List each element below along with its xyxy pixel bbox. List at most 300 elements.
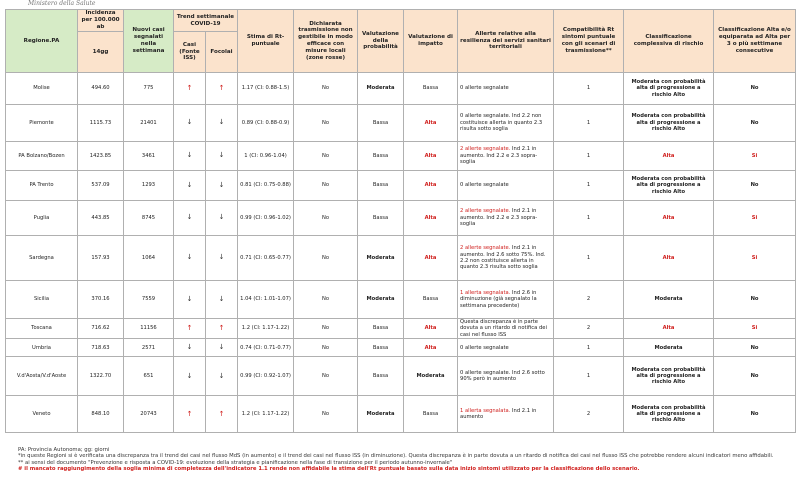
nuovi-casi-value: 3461 <box>141 152 156 159</box>
classificazione-value: Alta <box>662 214 675 221</box>
incidenza-cell <box>78 396 124 433</box>
dichiarata-cell <box>294 319 358 339</box>
dichiarata-cell <box>294 236 358 281</box>
allerte-text: Ind 2.1 in aumento <box>460 407 537 421</box>
footnote: # il mancato raggiungimento della soglia minima di completezza dell'indicatore 1.1 rende non affidabile la stima dell'Rt puntuale basato sulla data inizio sintomi utilizzato per la classificazione dello scenario. <box>18 466 640 473</box>
dichiarata-value: No <box>321 411 330 418</box>
probabilita-value: Bassa <box>372 214 389 221</box>
incidenza-value: 716.62 <box>91 325 110 332</box>
probabilita-cell <box>358 171 404 201</box>
trend-casi-cell <box>174 105 206 142</box>
rt-cell <box>238 281 294 319</box>
header-incidenza-sub: 14gg <box>78 32 124 73</box>
classificazione-cell <box>624 281 714 319</box>
allerte-text: 2 allerte segnalate. <box>460 146 511 153</box>
compatibilita-cell <box>554 236 624 281</box>
region-value: Molise <box>33 85 50 92</box>
nuovi-casi-value: 1293 <box>141 182 156 189</box>
dichiarata-cell <box>294 142 358 171</box>
table-row <box>6 281 796 319</box>
header-alta-3: Classificazione Alta e/o equiparata ad Alta per 3 o più settimane consecutive <box>714 10 796 73</box>
table-row <box>6 201 796 236</box>
nuovi-casi-value: 11156 <box>140 325 157 332</box>
classificazione-value: Moderata con probabilità alta di progressione a rischio Alto <box>631 366 706 386</box>
region-cell <box>6 201 78 236</box>
classificazione-cell <box>624 142 714 171</box>
classificazione-cell <box>624 319 714 339</box>
rt-cell <box>238 201 294 236</box>
impatto-cell <box>404 236 458 281</box>
dichiarata-cell <box>294 73 358 105</box>
classificazione-value: Alta <box>662 152 675 159</box>
allerte-text: 0 allerte segnalate <box>460 344 509 351</box>
arrow-down-icon: ↓ <box>218 294 225 303</box>
table-row <box>6 73 796 105</box>
incidenza-cell <box>78 339 124 357</box>
incidenza-cell <box>78 281 124 319</box>
nuovi-casi-value: 21401 <box>140 119 157 126</box>
arrow-up-icon: ↑ <box>186 323 193 332</box>
arrow-down-icon: ↓ <box>218 151 225 160</box>
allerte-text: 0 allerte segnalate <box>460 85 509 92</box>
incidenza-cell <box>78 73 124 105</box>
trend-casi-cell <box>174 396 206 433</box>
classificazione-value: Alta <box>662 254 675 261</box>
impatto-cell <box>404 396 458 433</box>
probabilita-value: Bassa <box>372 119 389 126</box>
compatibilita-value: 1 <box>586 85 591 92</box>
trend-focolai-cell <box>206 73 238 105</box>
dichiarata-value: No <box>321 254 330 261</box>
classificazione-cell <box>624 105 714 142</box>
compatibilita-cell <box>554 142 624 171</box>
compatibilita-value: 2 <box>586 325 591 332</box>
rt-cell <box>238 171 294 201</box>
trend-casi-cell <box>174 73 206 105</box>
region-cell <box>6 105 78 142</box>
compatibilita-cell <box>554 105 624 142</box>
incidenza-cell <box>78 201 124 236</box>
trend-casi-cell <box>174 339 206 357</box>
table-row <box>6 339 796 357</box>
incidenza-value: 1423.85 <box>89 152 112 159</box>
nuovi-casi-cell <box>124 142 174 171</box>
trend-focolai-cell <box>206 281 238 319</box>
footnote: ** ai sensi del documento "Prevenzione e risposta a COVID-19: evoluzione della strategia e pianificazione nella fase di transizione per il periodo autunno-invernale" <box>18 459 453 466</box>
region-value: Umbria <box>32 344 51 351</box>
allerte-cell <box>458 105 554 142</box>
nuovi-casi-cell <box>124 105 174 142</box>
incidenza-cell <box>78 105 124 142</box>
allerte-text: 0 allerte segnalate <box>460 182 509 189</box>
alta-3-cell <box>714 319 796 339</box>
alta-3-cell <box>714 201 796 236</box>
probabilita-value: Bassa <box>372 152 389 159</box>
arrow-up-icon: ↑ <box>186 409 193 418</box>
dichiarata-cell <box>294 396 358 433</box>
incidenza-cell <box>78 357 124 396</box>
nuovi-casi-value: 20743 <box>140 411 157 418</box>
impatto-cell <box>404 73 458 105</box>
rt-value: 0.89 (CI: 0.88-0.9) <box>241 119 290 126</box>
classificazione-cell <box>624 73 714 105</box>
classificazione-cell <box>624 236 714 281</box>
compatibilita-value: 1 <box>586 373 591 380</box>
probabilita-cell <box>358 142 404 171</box>
arrow-down-icon: ↓ <box>186 253 193 262</box>
arrow-up-icon: ↑ <box>218 323 225 332</box>
arrow-up-icon: ↑ <box>186 83 193 92</box>
dichiarata-value: No <box>321 344 330 351</box>
nuovi-casi-value: 651 <box>143 373 154 380</box>
region-value: Puglia <box>33 214 50 221</box>
arrow-down-icon: ↓ <box>218 213 225 222</box>
header-allerte: Allerte relative alla resilienza dei servizi sanitari territoriali <box>458 10 554 73</box>
trend-casi-cell <box>174 201 206 236</box>
impatto-value: Alta <box>424 254 437 261</box>
table-body <box>6 73 796 433</box>
classificazione-value: Moderata <box>654 296 683 303</box>
rt-value: 0.81 (CI: 0.75-0.88) <box>240 182 291 189</box>
incidenza-value: 443.85 <box>91 214 110 221</box>
compatibilita-value: 1 <box>586 214 591 221</box>
arrow-down-icon: ↓ <box>218 180 225 189</box>
classificazione-cell <box>624 357 714 396</box>
trend-focolai-cell <box>206 105 238 142</box>
nuovi-casi-cell <box>124 396 174 433</box>
probabilita-cell <box>358 319 404 339</box>
rt-cell <box>238 339 294 357</box>
rt-cell <box>238 73 294 105</box>
allerte-text: 0 allerte segnalate. Ind 2.6 sotto 90% però in aumento <box>460 369 545 383</box>
alta-3-value: No <box>750 296 759 303</box>
rt-cell <box>238 396 294 433</box>
allerte-cell <box>458 281 554 319</box>
impatto-cell <box>404 319 458 339</box>
allerte-cell <box>458 73 554 105</box>
probabilita-value: Bassa <box>372 325 389 332</box>
rt-cell <box>238 319 294 339</box>
trend-focolai-cell <box>206 201 238 236</box>
region-cell <box>6 73 78 105</box>
dichiarata-value: No <box>321 296 330 303</box>
rt-value: 1.2 (CI: 1.17-1.22) <box>241 411 290 418</box>
impatto-value: Alta <box>424 344 437 351</box>
region-cell <box>6 281 78 319</box>
alta-3-cell <box>714 105 796 142</box>
header-impatto: Valutazione di impatto <box>404 10 458 73</box>
rt-value: 0.71 (CI: 0.65-0.77) <box>240 254 291 261</box>
header-focolai: Focolai <box>206 32 238 73</box>
nuovi-casi-value: 2571 <box>141 344 156 351</box>
alta-3-cell <box>714 171 796 201</box>
arrow-down-icon: ↓ <box>218 343 225 352</box>
allerte-text: Ind 2.1 in aumento. Ind 2.2 e 2.3 sopra-soglia <box>460 146 538 166</box>
allerte-cell <box>458 319 554 339</box>
footnote: *in queste Regioni si è verificata una discrepanza tra il trend dei casi nel flusso MdS (in aumento) e il trend dei casi nel flusso ISS (in diminuzione). Questa discrepanza è in parte dovuta a un ritardo di notifica dei casi nel flusso ISS che potrebbe rendere alcuni indicatori meno affidabili. <box>18 453 774 460</box>
compatibilita-value: 2 <box>586 296 591 303</box>
alta-3-cell <box>714 236 796 281</box>
allerte-text: Questa discrepanza è in parte dovuta a un ritardo di notifica dei casi nel flusso ISS <box>460 319 547 338</box>
incidenza-cell <box>78 142 124 171</box>
region-value: Sardegna <box>29 254 54 261</box>
allerte-cell <box>458 236 554 281</box>
impatto-value: Alta <box>424 325 437 332</box>
nuovi-casi-value: 7559 <box>141 296 156 303</box>
dichiarata-value: No <box>321 182 330 189</box>
nuovi-casi-cell <box>124 73 174 105</box>
header-incidenza: Incidenza per 100.000 ab <box>78 10 124 32</box>
header-trend: Trend settimanale COVID-19 <box>174 10 238 32</box>
header-casi: Casi (Fonte ISS) <box>174 32 206 73</box>
impatto-cell <box>404 105 458 142</box>
allerte-text: Ind 2.6 in diminuzione (già segnalato la settimana precedente) <box>460 289 537 309</box>
allerte-text: 1 allerta segnalata. <box>460 407 511 414</box>
dichiarata-cell <box>294 105 358 142</box>
table-row <box>6 142 796 171</box>
impatto-value: Moderata <box>416 373 445 380</box>
impatto-value: Alta <box>424 214 437 221</box>
incidenza-value: 494.60 <box>91 85 110 92</box>
arrow-up-icon: ↑ <box>218 83 225 92</box>
dichiarata-cell <box>294 357 358 396</box>
compatibilita-cell <box>554 171 624 201</box>
compatibilita-cell <box>554 396 624 433</box>
classificazione-cell <box>624 171 714 201</box>
arrow-down-icon: ↓ <box>218 371 225 380</box>
nuovi-casi-value: 8745 <box>141 214 156 221</box>
classificazione-value: Moderata con probabilità alta di progressione a rischio Alto <box>631 113 706 133</box>
table-row <box>6 357 796 396</box>
incidenza-cell <box>78 319 124 339</box>
impatto-cell <box>404 357 458 396</box>
rt-value: 0.99 (CI: 0.92-1.07) <box>240 373 291 380</box>
trend-focolai-cell <box>206 236 238 281</box>
probabilita-value: Bassa <box>372 373 389 380</box>
header-dichiarata: Dichiarata trasmissione non gestibile in modo efficace con misure locali (zone rosse) <box>294 10 358 73</box>
dichiarata-cell <box>294 201 358 236</box>
compatibilita-value: 1 <box>586 152 591 159</box>
incidenza-cell <box>78 236 124 281</box>
alta-3-cell <box>714 281 796 319</box>
classificazione-cell <box>624 396 714 433</box>
compatibilita-value: 1 <box>586 344 591 351</box>
trend-focolai-cell <box>206 339 238 357</box>
arrow-down-icon: ↓ <box>186 343 193 352</box>
rt-value: 1 (CI: 0.96-1.04) <box>244 152 287 159</box>
impatto-cell <box>404 171 458 201</box>
impatto-cell <box>404 201 458 236</box>
compatibilita-value: 1 <box>586 119 591 126</box>
table-row <box>6 236 796 281</box>
footnote: PA: Provincia Autonoma; gg: giorni <box>18 447 110 453</box>
nuovi-casi-cell <box>124 319 174 339</box>
allerte-text: Ind 2.1 in aumento. Ind 2.2 e 2.3 sopra-soglia <box>460 208 538 228</box>
probabilita-value: Moderata <box>366 85 395 92</box>
probabilita-value: Bassa <box>372 182 389 189</box>
probabilita-value: Moderata <box>366 296 395 303</box>
nuovi-casi-cell <box>124 357 174 396</box>
nuovi-casi-value: 775 <box>143 85 154 92</box>
arrow-down-icon: ↓ <box>186 213 193 222</box>
table-row <box>6 319 796 339</box>
impatto-cell <box>404 281 458 319</box>
arrow-down-icon: ↓ <box>186 118 193 127</box>
dichiarata-value: No <box>321 373 330 380</box>
rt-cell <box>238 142 294 171</box>
impatto-cell <box>404 339 458 357</box>
compatibilita-value: 1 <box>586 254 591 261</box>
probabilita-value: Moderata <box>366 254 395 261</box>
impatto-value: Bassa <box>422 85 439 92</box>
dichiarata-cell <box>294 339 358 357</box>
dichiarata-value: No <box>321 119 330 126</box>
arrow-down-icon: ↓ <box>186 180 193 189</box>
alta-3-value: No <box>750 182 759 189</box>
allerte-text: Ind 2.1 in aumento. Ind 2.6 sotto 75%. Ind. 2.2 non costituisce allerta in quanto 2.3 risulta sotto soglia <box>460 245 546 271</box>
region-cell <box>6 171 78 201</box>
dichiarata-value: No <box>321 152 330 159</box>
allerte-cell <box>458 201 554 236</box>
incidenza-value: 1115.73 <box>89 119 112 126</box>
arrow-down-icon: ↓ <box>218 253 225 262</box>
dichiarata-cell <box>294 281 358 319</box>
nuovi-casi-cell <box>124 201 174 236</box>
nuovi-casi-cell <box>124 171 174 201</box>
trend-focolai-cell <box>206 319 238 339</box>
region-value: PA Trento <box>29 182 54 189</box>
region-value: PA Bolzano/Bozen <box>18 152 65 159</box>
probabilita-cell <box>358 236 404 281</box>
rt-cell <box>238 357 294 396</box>
impatto-cell <box>404 142 458 171</box>
classificazione-value: Moderata con probabilità alta di progressione a rischio Alto <box>631 404 706 424</box>
nuovi-casi-cell <box>124 281 174 319</box>
header-classificazione: Classificazione complessiva di rischio <box>624 10 714 73</box>
trend-casi-cell <box>174 236 206 281</box>
probabilita-cell <box>358 105 404 142</box>
probabilita-cell <box>358 357 404 396</box>
nuovi-casi-cell <box>124 236 174 281</box>
rt-value: 0.99 (CI: 0.96-1.02) <box>240 214 291 221</box>
alta-3-cell <box>714 142 796 171</box>
incidenza-value: 370.16 <box>91 296 110 303</box>
alta-3-value: No <box>750 344 759 351</box>
incidenza-value: 157.93 <box>91 254 110 261</box>
compatibilita-cell <box>554 201 624 236</box>
header-regione: Regione.PA <box>6 10 78 73</box>
alta-3-value: No <box>750 373 759 380</box>
allerte-cell <box>458 142 554 171</box>
rt-value: 1.2 (CI: 1.17-1.22) <box>241 325 290 332</box>
alta-3-cell <box>714 73 796 105</box>
allerte-text: 2 allerte segnalate. <box>460 208 511 215</box>
alta-3-value: Si <box>751 325 758 332</box>
rt-value: 1.04 (CI: 1.01-1.07) <box>240 296 291 303</box>
alta-3-cell <box>714 396 796 433</box>
incidenza-value: 1322.70 <box>89 373 112 380</box>
nuovi-casi-value: 1064 <box>141 254 156 261</box>
rt-cell <box>238 105 294 142</box>
trend-focolai-cell <box>206 396 238 433</box>
allerte-text: 1 allerta segnalata. <box>460 289 511 296</box>
alta-3-value: Si <box>751 214 758 221</box>
probabilita-cell <box>358 396 404 433</box>
region-cell <box>6 357 78 396</box>
incidenza-value: 718.63 <box>91 344 110 351</box>
region-value: Piemonte <box>29 119 54 126</box>
classificazione-cell <box>624 201 714 236</box>
incidenza-cell <box>78 171 124 201</box>
alta-3-value: Si <box>751 254 758 261</box>
classificazione-cell <box>624 339 714 357</box>
compatibilita-cell <box>554 319 624 339</box>
classificazione-value: Alta <box>662 325 675 332</box>
trend-casi-cell <box>174 281 206 319</box>
alta-3-value: No <box>750 85 759 92</box>
classificazione-value: Moderata <box>654 344 683 351</box>
region-cell <box>6 319 78 339</box>
probabilita-value: Moderata <box>366 411 395 418</box>
trend-casi-cell <box>174 357 206 396</box>
compatibilita-value: 1 <box>586 182 591 189</box>
probabilita-cell <box>358 73 404 105</box>
region-cell <box>6 142 78 171</box>
table-row <box>6 396 796 433</box>
alta-3-cell <box>714 357 796 396</box>
footnotes <box>18 447 788 473</box>
dichiarata-value: No <box>321 325 330 332</box>
allerte-text: 2 allerte segnalate. <box>460 245 511 252</box>
arrow-down-icon: ↓ <box>186 294 193 303</box>
nuovi-casi-cell <box>124 339 174 357</box>
rt-value: 1.17 (CI: 0.88-1.5) <box>241 85 290 92</box>
allerte-cell <box>458 171 554 201</box>
dichiarata-value: No <box>321 85 330 92</box>
trend-casi-cell <box>174 142 206 171</box>
trend-focolai-cell <box>206 357 238 396</box>
impatto-value: Bassa <box>422 296 439 303</box>
compatibilita-cell <box>554 339 624 357</box>
risk-table <box>5 9 796 433</box>
region-cell <box>6 236 78 281</box>
trend-casi-cell <box>174 171 206 201</box>
allerte-cell <box>458 396 554 433</box>
header-rt: Stima di Rt-puntuale <box>238 10 294 73</box>
probabilita-cell <box>358 281 404 319</box>
region-cell <box>6 339 78 357</box>
alta-3-value: No <box>750 119 759 126</box>
table-row <box>6 171 796 201</box>
impatto-value: Alta <box>424 152 437 159</box>
incidenza-value: 848.10 <box>91 411 110 418</box>
ministry-header: Ministero della Salute <box>28 0 96 7</box>
region-value: Sicilia <box>33 296 50 303</box>
compatibilita-cell <box>554 357 624 396</box>
compatibilita-cell <box>554 281 624 319</box>
trend-focolai-cell <box>206 142 238 171</box>
trend-casi-cell <box>174 319 206 339</box>
header-compatibilita: Compatibilità Rt sintomi puntuale con gli scenari di trasmissione** <box>554 10 624 73</box>
classificazione-value: Moderata con probabilità alta di progressione a rischio Alto <box>631 175 706 195</box>
rt-cell <box>238 236 294 281</box>
probabilita-cell <box>358 339 404 357</box>
alta-3-cell <box>714 339 796 357</box>
region-value: Toscana <box>31 325 52 332</box>
arrow-down-icon: ↓ <box>218 118 225 127</box>
alta-3-value: Si <box>751 152 758 159</box>
alta-3-value: No <box>750 411 759 418</box>
